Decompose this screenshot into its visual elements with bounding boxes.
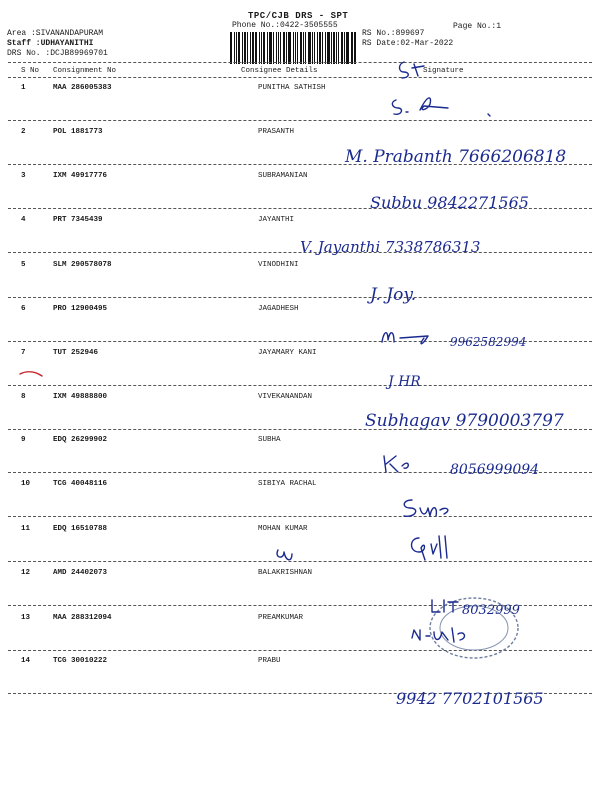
column-divider	[8, 77, 592, 78]
signature-row-2-text: M. Prabanth 7666206818	[345, 147, 567, 167]
table-row	[0, 172, 600, 186]
barcode-bar	[303, 32, 304, 64]
table-row	[0, 525, 600, 539]
signature-row-3	[370, 186, 590, 216]
barcode-bar	[336, 32, 337, 64]
row-consignment-number: MAA 288312094	[53, 614, 112, 622]
row-consignment-number: POL 1881773	[53, 128, 103, 136]
table-row	[0, 305, 600, 319]
row-serial-number: 2	[21, 128, 26, 136]
small-scribble-row-11	[272, 544, 298, 566]
barcode-bar	[322, 32, 323, 64]
signature-row-3-text: Subbu 9842271565	[370, 193, 529, 212]
row-consignee-name: VINODHINI	[258, 261, 299, 269]
signature-row-12	[428, 594, 548, 622]
drs-number: DRS No. :DCJB89969701	[7, 49, 108, 58]
signature-header-scribble	[390, 58, 470, 82]
row-consignee-name: VIVEKANANDAN	[258, 393, 313, 401]
barcode-bar	[250, 32, 251, 64]
barcode-bar	[327, 32, 330, 64]
col-sno: S No	[21, 67, 40, 75]
col-signature: Signature	[423, 67, 464, 75]
barcode-bar	[319, 32, 321, 64]
table-row	[0, 569, 600, 583]
signature-row-8-text: Subhagav 9790003797	[365, 411, 564, 431]
row-consignee-name: SUBHA	[258, 436, 281, 444]
row-consignee-name: SIBIYA RACHAL	[258, 480, 317, 488]
row-divider	[8, 516, 592, 517]
staff-text: Staff :UDHAYANITHI	[7, 39, 94, 48]
row-consignment-number: TUT 252946	[53, 349, 99, 357]
row-consignment-number: TCG 40048116	[53, 480, 108, 488]
barcode-bar	[317, 32, 318, 64]
signature-row-14-text: 9942 7702101565	[396, 689, 544, 708]
barcode-bar	[280, 32, 281, 64]
header-right-block	[362, 29, 453, 49]
signature-row-7	[384, 366, 464, 392]
barcode-bar	[267, 32, 268, 64]
barcode-bar	[286, 32, 287, 64]
signature-row-6	[378, 324, 578, 354]
barcode-bar	[338, 32, 339, 64]
signature-row-13	[408, 622, 488, 648]
row-consignment-number: MAA 286005383	[53, 84, 112, 92]
signature-row-2	[345, 140, 565, 174]
signature-row-5	[370, 278, 490, 308]
table-row	[0, 84, 600, 98]
signature-row-10	[398, 494, 478, 524]
barcode-bar	[333, 32, 335, 64]
sheet-title: TPC/CJB DRS - SPT	[248, 11, 349, 21]
barcode-bar	[341, 32, 343, 64]
row-serial-number: 7	[21, 349, 26, 357]
barcode-bar	[236, 32, 237, 64]
barcode-bar	[293, 32, 295, 64]
row-consignment-number: AMD 24402073	[53, 569, 108, 577]
signature-row-9-text: 8056999094	[450, 462, 540, 478]
row-consignment-number: PRT 7345439	[53, 216, 103, 224]
row-consignee-name: BALAKRISHNAN	[258, 569, 313, 577]
barcode-bar	[351, 32, 352, 64]
signature-row-8	[365, 400, 595, 436]
barcode-bar	[230, 32, 232, 64]
barcode-bar	[344, 32, 345, 64]
row-divider	[8, 561, 592, 562]
barcode-bar	[283, 32, 285, 64]
row-consignment-number: PRO 12900495	[53, 305, 108, 313]
barcode-bar	[242, 32, 243, 64]
barcode-bar	[297, 32, 298, 64]
header-left-block	[7, 29, 108, 59]
barcode-bar	[305, 32, 306, 64]
signature-row-14	[396, 682, 596, 712]
row-consignment-number: IXM 49888800	[53, 393, 108, 401]
row-consignee-name: MOHAN KUMAR	[258, 525, 308, 533]
row-consignment-number: IXM 49917776	[53, 172, 108, 180]
barcode-bar	[346, 32, 349, 64]
barcode-bar	[312, 32, 313, 64]
barcode-bar	[300, 32, 302, 64]
barcode-bar	[273, 32, 274, 64]
barcode-bar	[244, 32, 246, 64]
row-serial-number: 5	[21, 261, 26, 269]
row-serial-number: 11	[21, 525, 31, 533]
row-serial-number: 10	[21, 480, 31, 488]
rs-number: RS No.:899697	[362, 29, 425, 38]
row-serial-number: 9	[21, 436, 26, 444]
col-consignment: Consignment No	[53, 67, 117, 75]
table-row	[0, 216, 600, 230]
signature-row-4-text: V. Jayanthi 7338786313	[300, 238, 481, 256]
row-consignee-name: PREAMKUMAR	[258, 614, 304, 622]
barcode-bar	[278, 32, 279, 64]
row-serial-number: 14	[21, 657, 31, 665]
barcode-bar	[314, 32, 316, 64]
row-consignee-name: PRABU	[258, 657, 281, 665]
barcode-bar	[354, 32, 356, 64]
signature-row-12-text: 8032999	[462, 603, 520, 618]
signature-row-7-text: J HR	[388, 374, 421, 390]
row-consignee-name: PUNITHA SATHISH	[258, 84, 326, 92]
row-consignment-number: EDQ 26299902	[53, 436, 108, 444]
barcode-bar	[288, 32, 291, 64]
barcode-bar	[259, 32, 260, 64]
signature-row-6-text: 9962582994	[450, 335, 527, 349]
row-consignment-number: EDQ 16510788	[53, 525, 108, 533]
row-serial-number: 1	[21, 84, 26, 92]
signature-row-9	[380, 448, 580, 482]
row-serial-number: 6	[21, 305, 26, 313]
table-row	[0, 261, 600, 275]
row-consignee-name: JAYAMARY KANI	[258, 349, 317, 357]
barcode-bar	[247, 32, 248, 64]
barcode-bar	[252, 32, 254, 64]
row-consignee-name: JAYANTHI	[258, 216, 295, 224]
signature-row-1	[388, 92, 508, 122]
barcode-image	[230, 32, 358, 64]
barcode-bar	[276, 32, 278, 64]
barcode-bar	[263, 32, 265, 64]
signature-row-4	[300, 232, 560, 262]
row-serial-number: 8	[21, 393, 26, 401]
area-text: Area :SIVANANDAPURAM	[7, 29, 104, 38]
row-consignment-number: TCG 30010222	[53, 657, 108, 665]
col-consignee: Consignee Details	[241, 67, 318, 75]
barcode-bar	[234, 32, 235, 64]
barcode-bar	[238, 32, 241, 64]
row-serial-number: 13	[21, 614, 31, 622]
page-number: Page No.:1	[453, 22, 502, 31]
barcode-bar	[269, 32, 272, 64]
barcode-bar	[325, 32, 326, 64]
red-mark-row-7	[18, 360, 58, 380]
row-serial-number: 3	[21, 172, 26, 180]
barcode-bar	[295, 32, 296, 64]
signature-row-5-text: J. Joy.	[370, 285, 417, 305]
row-serial-number: 12	[21, 569, 31, 577]
header-divider	[8, 62, 592, 63]
row-consignee-name: PRASANTH	[258, 128, 295, 136]
row-divider	[8, 297, 592, 298]
row-divider	[8, 385, 592, 386]
table-row	[0, 480, 600, 494]
barcode-bar	[255, 32, 258, 64]
row-consignee-name: SUBRAMANIAN	[258, 172, 308, 180]
signature-row-11	[405, 530, 465, 564]
phone-number: Phone No.:0422-3505555	[232, 21, 338, 30]
barcode-bar	[308, 32, 311, 64]
barcode-bar	[352, 32, 353, 64]
barcode-bar	[261, 32, 262, 64]
row-serial-number: 4	[21, 216, 26, 224]
row-consignee-name: JAGADHESH	[258, 305, 299, 313]
row-consignment-number: SLM 290578078	[53, 261, 112, 269]
barcode-bar	[331, 32, 332, 64]
rs-date: RS Date:02-Mar-2022	[362, 39, 454, 48]
